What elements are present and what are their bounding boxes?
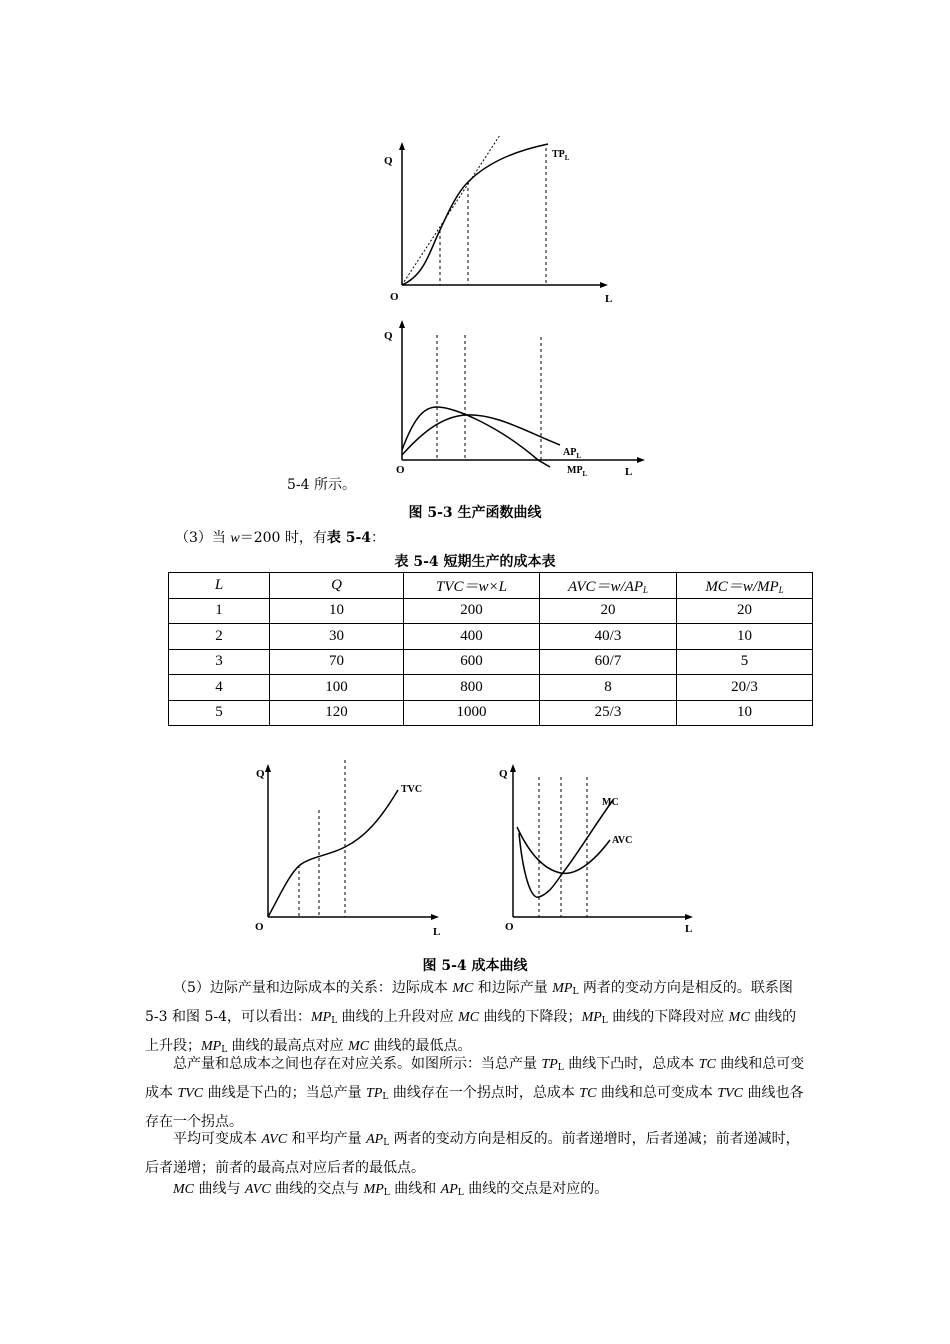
paragraph-3: 平均可变成本 AVC 和平均产量 $AP_L$ 两者的变动方向是相反的。前者递增时，后者递减；前者递减时，后者递增；前者的最高点对应后者的最低点。	[145, 1131, 800, 1176]
x-label: L	[685, 923, 693, 935]
table-cell: 200	[404, 598, 540, 624]
side-note: 5-4 所示。	[287, 477, 356, 493]
y-axis-arrow	[265, 764, 271, 772]
fig53-ap-mp-chart	[370, 315, 660, 480]
cost-table	[168, 572, 813, 726]
table-cell: 10	[677, 700, 813, 726]
table-cell: 800	[404, 675, 540, 701]
mp-curve	[402, 407, 550, 467]
mc-label: MC	[602, 797, 619, 808]
fig54-caption: 图 5-4 成本曲线	[422, 958, 528, 974]
table-cell: 1	[169, 598, 270, 624]
table-header-cell: L	[169, 573, 270, 599]
intro-line	[175, 527, 385, 547]
table-cell: 20/3	[677, 675, 813, 701]
y-axis-arrow	[399, 142, 405, 150]
table-cell: 20	[540, 598, 677, 624]
tvc-curve	[268, 790, 398, 917]
x-axis-arrow	[431, 914, 439, 920]
tp-curve	[402, 144, 548, 285]
table-cell: 8	[540, 675, 677, 701]
tangent-ray	[402, 135, 500, 285]
table-cell: 20	[677, 598, 813, 624]
intro-bold: 表 5-4	[326, 530, 372, 546]
fig54-tvc-chart	[250, 755, 450, 940]
table-cell: 400	[404, 624, 540, 650]
tp-label: $TP_L$	[552, 149, 570, 162]
x-axis-arrow	[600, 282, 608, 288]
table-header-cell: TVC＝w×L	[404, 573, 540, 599]
paragraph-4: MC 曲线与 AVC 曲线的交点与 $MP_L$ 曲线和 $AP_L$ 曲线的交点是对应的。	[173, 1181, 609, 1198]
y-axis-arrow	[510, 764, 516, 772]
table-cell: 3	[169, 649, 270, 675]
table-cell: 5	[677, 649, 813, 675]
origin-label: O	[505, 921, 514, 933]
table-header-row	[169, 573, 813, 599]
table-cell: 10	[677, 624, 813, 650]
x-axis-arrow	[637, 457, 645, 463]
table-cell: 600	[404, 649, 540, 675]
mp-label: $MP_L$	[567, 465, 588, 478]
paragraph-2: 总产量和总成本之间也存在对应关系。如图所示：当总产量 $TP_L$ 曲线下凸时，总成本 TC 曲线和总可变成本 TVC 曲线是下凸的；当总产量 $TP_L$ 曲线存在一个拐点时，总成本 TC 曲线和总可变成本 TVC 曲线也各存在一个拐点。	[145, 1056, 805, 1130]
y-label: Q	[384, 330, 393, 342]
tvc-label: TVC	[401, 784, 423, 795]
table-row	[169, 700, 813, 726]
fig54-mc-avc-chart	[495, 755, 705, 940]
y-label: Q	[256, 768, 265, 780]
x-label: L	[433, 926, 441, 938]
origin-label: O	[390, 291, 399, 303]
table-cell: 40/3	[540, 624, 677, 650]
table-cell: 5	[169, 700, 270, 726]
fig53-tp-chart	[370, 130, 630, 310]
intro-var-w: w	[230, 531, 240, 546]
table-cell: 10	[270, 598, 404, 624]
table-header-cell: $AVC=w/AP_L$	[540, 573, 677, 599]
table-title: 表 5-4 短期生产的成本表	[394, 554, 556, 570]
table-cell: 120	[270, 700, 404, 726]
paragraph-1: （5）边际产量和边际成本的关系：边际成本 MC 和边际产量 $MP_L$ 两者的变动方向是相反的。联系图 5-3 和图 5-4，可以看出：$MP_L$ 曲线的上升段对应 MC 曲线的下降段；$MP_L$ 曲线的下降段对应 MC 曲线的上升段；$MP_L$ 曲线的最高点对应 MC 曲线的最低点。	[145, 980, 797, 1055]
table-row	[169, 624, 813, 650]
table-cell: 100	[270, 675, 404, 701]
table-cell: 1000	[404, 700, 540, 726]
table-row	[169, 598, 813, 624]
table-cell: 30	[270, 624, 404, 650]
x-label: L	[625, 466, 633, 478]
table-row	[169, 675, 813, 701]
table-cell: 2	[169, 624, 270, 650]
x-axis-arrow	[685, 914, 693, 920]
intro-suffix: ：	[371, 530, 386, 546]
avc-label: AVC	[612, 835, 633, 846]
table-row	[169, 649, 813, 675]
fig53-caption: 图 5-3 生产函数曲线	[408, 505, 542, 521]
intro-prefix: （3）当	[175, 530, 231, 546]
intro-mid: ＝200 时，有	[239, 530, 327, 546]
x-label: L	[605, 293, 613, 305]
ap-label: $AP_L$	[563, 447, 582, 460]
table-cell: 25/3	[540, 700, 677, 726]
avc-curve	[517, 827, 610, 873]
y-axis-arrow	[399, 320, 405, 328]
table-cell: 4	[169, 675, 270, 701]
table-header-cell: $MC=w/MP_L$	[677, 573, 813, 599]
origin-label: O	[255, 921, 264, 933]
table-cell: 70	[270, 649, 404, 675]
table-cell: 60/7	[540, 649, 677, 675]
mc-curve	[519, 800, 613, 897]
y-label: Q	[499, 768, 508, 780]
table-header-cell: Q	[270, 573, 404, 599]
origin-label: O	[396, 464, 405, 476]
y-label: Q	[384, 155, 393, 167]
